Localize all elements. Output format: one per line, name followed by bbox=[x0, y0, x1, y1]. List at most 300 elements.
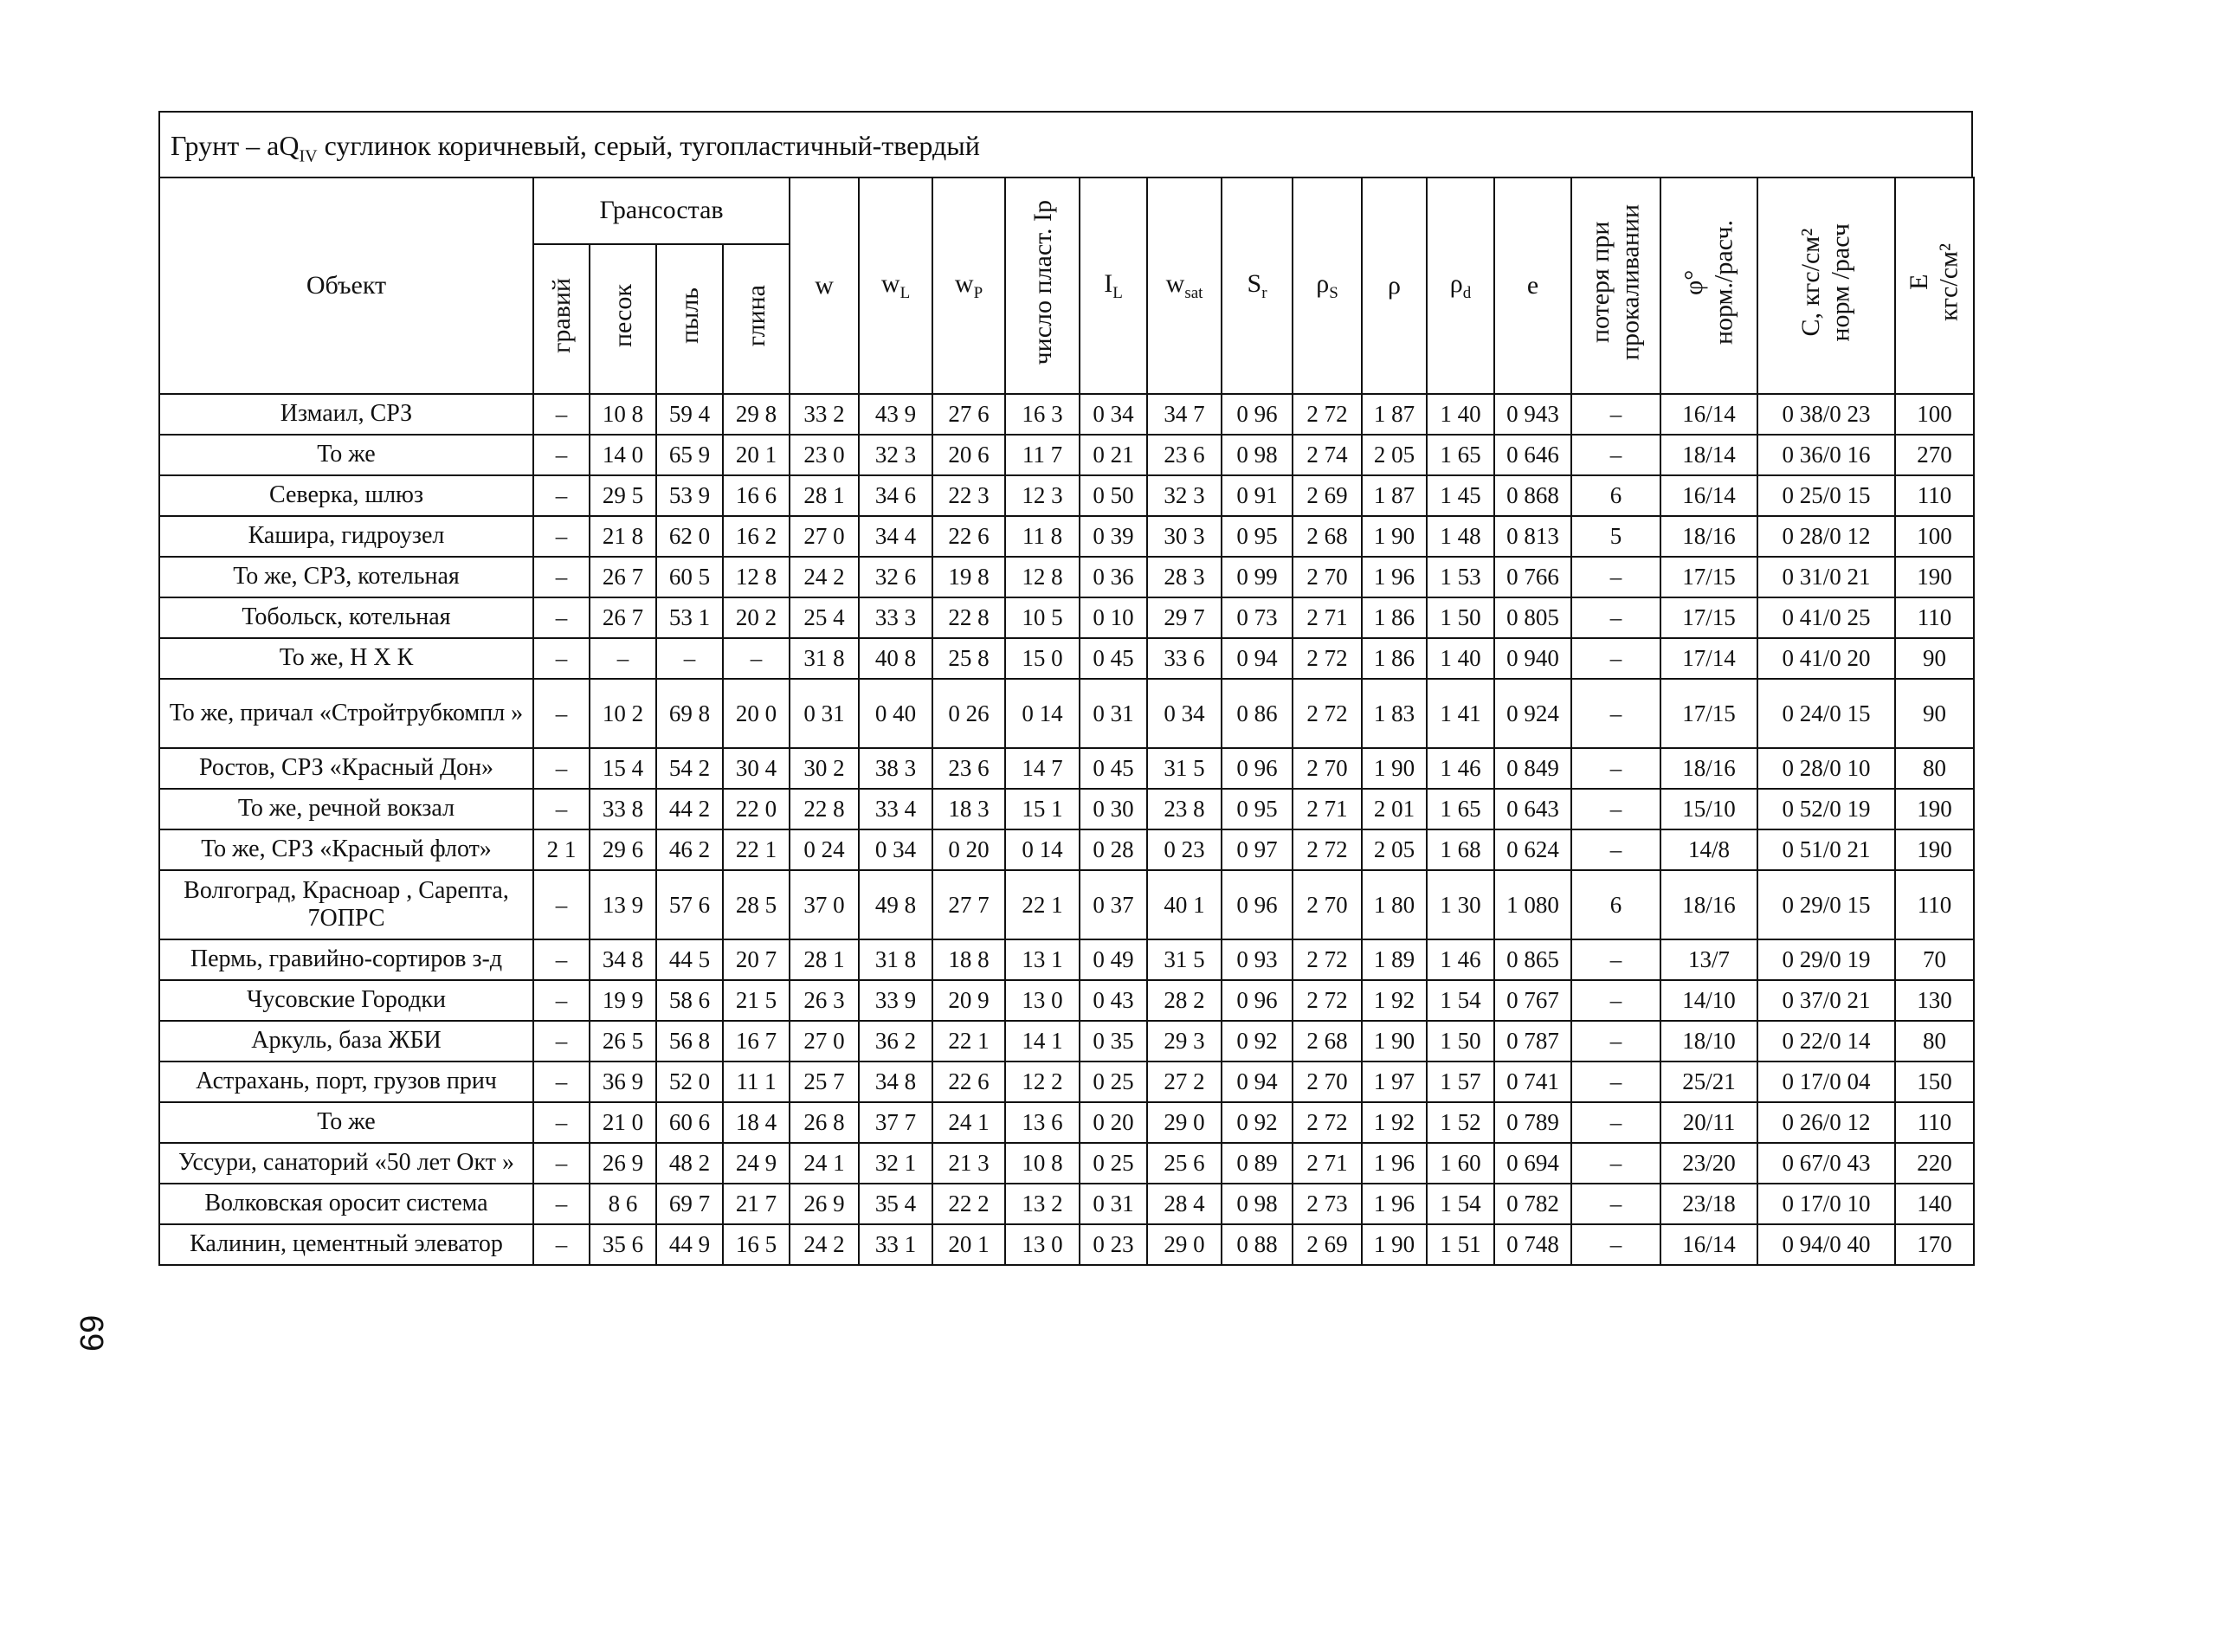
header-wp: $w_P$ bbox=[932, 177, 1005, 394]
value-cell: 14 0 bbox=[590, 435, 656, 475]
value-cell: 26 5 bbox=[590, 1021, 656, 1062]
value-cell: 34 7 bbox=[1147, 394, 1222, 435]
value-cell: – bbox=[1571, 1224, 1660, 1265]
value-cell: 220 bbox=[1895, 1143, 1974, 1184]
table-row bbox=[159, 475, 1974, 516]
value-cell: 0 28/0 12 bbox=[1757, 516, 1895, 557]
value-cell: 20 6 bbox=[932, 435, 1005, 475]
value-cell: 1 92 bbox=[1362, 980, 1427, 1021]
value-cell: 2 05 bbox=[1362, 829, 1427, 870]
object-name-cell: То же bbox=[159, 435, 533, 475]
value-cell: – bbox=[533, 475, 590, 516]
value-cell: 100 bbox=[1895, 516, 1974, 557]
value-cell: 5 bbox=[1571, 516, 1660, 557]
value-cell: 70 bbox=[1895, 939, 1974, 980]
value-cell: 0 38/0 23 bbox=[1757, 394, 1895, 435]
value-cell: 12 2 bbox=[1005, 1062, 1080, 1102]
value-cell: 0 21 bbox=[1080, 435, 1147, 475]
value-cell: 20 2 bbox=[723, 597, 790, 638]
value-cell: 0 94 bbox=[1222, 1062, 1293, 1102]
value-cell: 1 50 bbox=[1427, 597, 1494, 638]
header-wl: $w_L$ bbox=[859, 177, 932, 394]
value-cell: 31 8 bbox=[859, 939, 932, 980]
value-cell: 1 90 bbox=[1362, 516, 1427, 557]
value-cell: – bbox=[533, 789, 590, 829]
value-cell: 1 96 bbox=[1362, 1184, 1427, 1224]
value-cell: 23/18 bbox=[1660, 1184, 1757, 1224]
value-cell: 10 2 bbox=[590, 679, 656, 748]
header-sr: $S_r$ bbox=[1222, 177, 1293, 394]
value-cell: 1 68 bbox=[1427, 829, 1494, 870]
value-cell: 2 69 bbox=[1293, 1224, 1362, 1265]
value-cell: 0 96 bbox=[1222, 394, 1293, 435]
value-cell: 18/14 bbox=[1660, 435, 1757, 475]
value-cell: 28 5 bbox=[723, 870, 790, 939]
value-cell: 2 72 bbox=[1293, 829, 1362, 870]
value-cell: 0 95 bbox=[1222, 789, 1293, 829]
object-name-cell: Северка, шлюз bbox=[159, 475, 533, 516]
value-cell: 31 8 bbox=[790, 638, 859, 679]
value-cell: 1 40 bbox=[1427, 638, 1494, 679]
header-dust: пыль bbox=[656, 244, 723, 394]
value-cell: 0 49 bbox=[1080, 939, 1147, 980]
value-cell: 0 31/0 21 bbox=[1757, 557, 1895, 597]
value-cell: 0 787 bbox=[1494, 1021, 1571, 1062]
value-cell: 0 28 bbox=[1080, 829, 1147, 870]
value-cell: 1 87 bbox=[1362, 475, 1427, 516]
value-cell: 0 940 bbox=[1494, 638, 1571, 679]
value-cell: 0 36 bbox=[1080, 557, 1147, 597]
value-cell: 2 72 bbox=[1293, 679, 1362, 748]
object-name-cell: Астрахань, порт, грузов прич bbox=[159, 1062, 533, 1102]
value-cell: 110 bbox=[1895, 597, 1974, 638]
value-cell: 0 24/0 15 bbox=[1757, 679, 1895, 748]
object-name-cell: То же bbox=[159, 1102, 533, 1143]
value-cell: 18/10 bbox=[1660, 1021, 1757, 1062]
value-cell: 1 50 bbox=[1427, 1021, 1494, 1062]
value-cell: 13 0 bbox=[1005, 980, 1080, 1021]
value-cell: 22 8 bbox=[932, 597, 1005, 638]
value-cell: 0 805 bbox=[1494, 597, 1571, 638]
value-cell: 23 8 bbox=[1147, 789, 1222, 829]
value-cell: 17/14 bbox=[1660, 638, 1757, 679]
value-cell: 44 9 bbox=[656, 1224, 723, 1265]
value-cell: 1 54 bbox=[1427, 1184, 1494, 1224]
title-prefix: Грунт – aQ bbox=[171, 130, 300, 161]
header-clay: глина bbox=[723, 244, 790, 394]
value-cell: – bbox=[533, 748, 590, 789]
value-cell: 140 bbox=[1895, 1184, 1974, 1224]
value-cell: 170 bbox=[1895, 1224, 1974, 1265]
value-cell: 43 9 bbox=[859, 394, 932, 435]
value-cell: 14 7 bbox=[1005, 748, 1080, 789]
value-cell: – bbox=[1571, 1102, 1660, 1143]
value-cell: 1 46 bbox=[1427, 939, 1494, 980]
value-cell: 2 72 bbox=[1293, 939, 1362, 980]
value-cell: 30 2 bbox=[790, 748, 859, 789]
value-cell: 15 4 bbox=[590, 748, 656, 789]
header-plasticity-index: число пласт. Iр bbox=[1005, 177, 1080, 394]
value-cell: 0 643 bbox=[1494, 789, 1571, 829]
value-cell: 57 6 bbox=[656, 870, 723, 939]
value-cell: 0 91 bbox=[1222, 475, 1293, 516]
soil-data-table bbox=[158, 177, 1975, 1266]
value-cell: 24 9 bbox=[723, 1143, 790, 1184]
value-cell: 48 2 bbox=[656, 1143, 723, 1184]
value-cell: – bbox=[533, 870, 590, 939]
value-cell: 35 6 bbox=[590, 1224, 656, 1265]
table-row bbox=[159, 597, 1974, 638]
table-row bbox=[159, 638, 1974, 679]
header-il: $I_L$ bbox=[1080, 177, 1147, 394]
object-name-cell: Чусовские Городки bbox=[159, 980, 533, 1021]
value-cell: 24 1 bbox=[932, 1102, 1005, 1143]
value-cell: 0 97 bbox=[1222, 829, 1293, 870]
value-cell: 1 90 bbox=[1362, 1224, 1427, 1265]
header-gravel: гравий bbox=[533, 244, 590, 394]
value-cell: 13/7 bbox=[1660, 939, 1757, 980]
value-cell: 1 86 bbox=[1362, 638, 1427, 679]
value-cell: 0 34 bbox=[1080, 394, 1147, 435]
value-cell: 13 9 bbox=[590, 870, 656, 939]
value-cell: 1 41 bbox=[1427, 679, 1494, 748]
object-name-cell: Тобольск, котельная bbox=[159, 597, 533, 638]
value-cell: – bbox=[533, 1021, 590, 1062]
value-cell: 190 bbox=[1895, 789, 1974, 829]
value-cell: 2 05 bbox=[1362, 435, 1427, 475]
table-row bbox=[159, 748, 1974, 789]
value-cell: 32 1 bbox=[859, 1143, 932, 1184]
value-cell: 18 8 bbox=[932, 939, 1005, 980]
value-cell: 22 1 bbox=[1005, 870, 1080, 939]
value-cell: 19 9 bbox=[590, 980, 656, 1021]
title-subscript: IV bbox=[299, 146, 318, 166]
value-cell: 90 bbox=[1895, 638, 1974, 679]
table-body bbox=[159, 394, 1974, 1265]
value-cell: 59 4 bbox=[656, 394, 723, 435]
value-cell: 31 5 bbox=[1147, 939, 1222, 980]
value-cell: 35 4 bbox=[859, 1184, 932, 1224]
value-cell: 36 9 bbox=[590, 1062, 656, 1102]
value-cell: 37 0 bbox=[790, 870, 859, 939]
value-cell: 1 65 bbox=[1427, 435, 1494, 475]
header-gransostav: Грансостав bbox=[533, 177, 790, 244]
value-cell: 22 6 bbox=[932, 1062, 1005, 1102]
value-cell: 0 849 bbox=[1494, 748, 1571, 789]
value-cell: 0 37/0 21 bbox=[1757, 980, 1895, 1021]
value-cell: 21 8 bbox=[590, 516, 656, 557]
value-cell: 0 92 bbox=[1222, 1102, 1293, 1143]
value-cell: 60 5 bbox=[656, 557, 723, 597]
value-cell: 16 2 bbox=[723, 516, 790, 557]
value-cell: 0 29/0 19 bbox=[1757, 939, 1895, 980]
value-cell: 0 22/0 14 bbox=[1757, 1021, 1895, 1062]
value-cell: – bbox=[1571, 435, 1660, 475]
value-cell: 80 bbox=[1895, 748, 1974, 789]
value-cell: 27 0 bbox=[790, 516, 859, 557]
value-cell: 30 3 bbox=[1147, 516, 1222, 557]
value-cell: 36 2 bbox=[859, 1021, 932, 1062]
table-row bbox=[159, 1062, 1974, 1102]
value-cell: 40 8 bbox=[859, 638, 932, 679]
value-cell: 0 52/0 19 bbox=[1757, 789, 1895, 829]
value-cell: 69 7 bbox=[656, 1184, 723, 1224]
value-cell: 29 0 bbox=[1147, 1224, 1222, 1265]
value-cell: – bbox=[533, 435, 590, 475]
value-cell: 0 39 bbox=[1080, 516, 1147, 557]
value-cell: 0 34 bbox=[859, 829, 932, 870]
value-cell: 16 5 bbox=[723, 1224, 790, 1265]
value-cell: 16 7 bbox=[723, 1021, 790, 1062]
value-cell: 6 bbox=[1571, 870, 1660, 939]
value-cell: – bbox=[1571, 939, 1660, 980]
value-cell: 20 9 bbox=[932, 980, 1005, 1021]
value-cell: 22 6 bbox=[932, 516, 1005, 557]
value-cell: 16 6 bbox=[723, 475, 790, 516]
table-row bbox=[159, 394, 1974, 435]
value-cell: 17/15 bbox=[1660, 557, 1757, 597]
value-cell: – bbox=[1571, 597, 1660, 638]
value-cell: 18 4 bbox=[723, 1102, 790, 1143]
value-cell: 26 8 bbox=[790, 1102, 859, 1143]
value-cell: 0 25/0 15 bbox=[1757, 475, 1895, 516]
value-cell: 1 46 bbox=[1427, 748, 1494, 789]
header-rho-s: $\rho_S$ bbox=[1293, 177, 1362, 394]
value-cell: 0 26 bbox=[932, 679, 1005, 748]
value-cell: 40 1 bbox=[1147, 870, 1222, 939]
value-cell: 28 2 bbox=[1147, 980, 1222, 1021]
object-name-cell: Волковская оросит система bbox=[159, 1184, 533, 1224]
header-phi: φ° норм./расч. bbox=[1660, 177, 1757, 394]
value-cell: 2 72 bbox=[1293, 638, 1362, 679]
value-cell: 13 0 bbox=[1005, 1224, 1080, 1265]
value-cell: 0 17/0 10 bbox=[1757, 1184, 1895, 1224]
value-cell: 2 72 bbox=[1293, 1102, 1362, 1143]
value-cell: 0 40 bbox=[859, 679, 932, 748]
header-rho-d: $\rho_d$ bbox=[1427, 177, 1494, 394]
value-cell: 2 70 bbox=[1293, 557, 1362, 597]
object-name-cell: Аркуль, база ЖБИ bbox=[159, 1021, 533, 1062]
value-cell: 1 90 bbox=[1362, 1021, 1427, 1062]
value-cell: 0 14 bbox=[1005, 829, 1080, 870]
value-cell: – bbox=[1571, 679, 1660, 748]
value-cell: – bbox=[533, 516, 590, 557]
object-name-cell: То же, причал «Стройтрубкомпл » bbox=[159, 679, 533, 748]
value-cell: 0 93 bbox=[1222, 939, 1293, 980]
value-cell: 0 31 bbox=[1080, 1184, 1147, 1224]
value-cell: 0 89 bbox=[1222, 1143, 1293, 1184]
value-cell: 2 71 bbox=[1293, 1143, 1362, 1184]
value-cell: 21 0 bbox=[590, 1102, 656, 1143]
value-cell: 0 28/0 10 bbox=[1757, 748, 1895, 789]
value-cell: 1 52 bbox=[1427, 1102, 1494, 1143]
value-cell: 31 5 bbox=[1147, 748, 1222, 789]
value-cell: 17/15 bbox=[1660, 679, 1757, 748]
value-cell: 12 8 bbox=[723, 557, 790, 597]
value-cell: 8 6 bbox=[590, 1184, 656, 1224]
value-cell: 1 60 bbox=[1427, 1143, 1494, 1184]
value-cell: 22 1 bbox=[932, 1021, 1005, 1062]
value-cell: 1 89 bbox=[1362, 939, 1427, 980]
value-cell: 0 23 bbox=[1147, 829, 1222, 870]
value-cell: 0 868 bbox=[1494, 475, 1571, 516]
value-cell: 33 2 bbox=[790, 394, 859, 435]
value-cell: 18 3 bbox=[932, 789, 1005, 829]
value-cell: 56 8 bbox=[656, 1021, 723, 1062]
value-cell: 69 8 bbox=[656, 679, 723, 748]
value-cell: 11 1 bbox=[723, 1062, 790, 1102]
value-cell: 20 0 bbox=[723, 679, 790, 748]
value-cell: 0 34 bbox=[1147, 679, 1222, 748]
value-cell: 37 7 bbox=[859, 1102, 932, 1143]
header-w: w bbox=[790, 177, 859, 394]
value-cell: 14 1 bbox=[1005, 1021, 1080, 1062]
value-cell: 33 4 bbox=[859, 789, 932, 829]
value-cell: 0 94/0 40 bbox=[1757, 1224, 1895, 1265]
value-cell: 46 2 bbox=[656, 829, 723, 870]
header-wsat: $w_{sat}$ bbox=[1147, 177, 1222, 394]
value-cell: 14/10 bbox=[1660, 980, 1757, 1021]
value-cell: 23 0 bbox=[790, 435, 859, 475]
value-cell: – bbox=[1571, 829, 1660, 870]
value-cell: 0 782 bbox=[1494, 1184, 1571, 1224]
value-cell: 29 3 bbox=[1147, 1021, 1222, 1062]
value-cell: 28 1 bbox=[790, 939, 859, 980]
value-cell: 16/14 bbox=[1660, 394, 1757, 435]
soil-properties-sheet bbox=[158, 111, 1982, 1276]
value-cell: 1 96 bbox=[1362, 1143, 1427, 1184]
value-cell: 1 90 bbox=[1362, 748, 1427, 789]
table-row bbox=[159, 870, 1974, 939]
header-sand: песок bbox=[590, 244, 656, 394]
value-cell: – bbox=[533, 1102, 590, 1143]
value-cell: 0 96 bbox=[1222, 980, 1293, 1021]
value-cell: 0 26/0 12 bbox=[1757, 1102, 1895, 1143]
value-cell: 0 43 bbox=[1080, 980, 1147, 1021]
value-cell: 0 31 bbox=[1080, 679, 1147, 748]
value-cell: 23 6 bbox=[932, 748, 1005, 789]
value-cell: 12 3 bbox=[1005, 475, 1080, 516]
value-cell: 32 3 bbox=[1147, 475, 1222, 516]
value-cell: 29 5 bbox=[590, 475, 656, 516]
value-cell: 0 51/0 21 bbox=[1757, 829, 1895, 870]
value-cell: 26 7 bbox=[590, 597, 656, 638]
object-name-cell: То же, речной вокзал bbox=[159, 789, 533, 829]
value-cell: 29 8 bbox=[723, 394, 790, 435]
value-cell: 32 3 bbox=[859, 435, 932, 475]
value-cell: 0 41/0 20 bbox=[1757, 638, 1895, 679]
value-cell: 13 1 bbox=[1005, 939, 1080, 980]
table-row bbox=[159, 1143, 1974, 1184]
value-cell: 1 65 bbox=[1427, 789, 1494, 829]
value-cell: – bbox=[1571, 1062, 1660, 1102]
value-cell: 22 0 bbox=[723, 789, 790, 829]
value-cell: 44 2 bbox=[656, 789, 723, 829]
value-cell: 33 1 bbox=[859, 1224, 932, 1265]
value-cell: 65 9 bbox=[656, 435, 723, 475]
value-cell: – bbox=[533, 638, 590, 679]
value-cell: 0 813 bbox=[1494, 516, 1571, 557]
value-cell: 110 bbox=[1895, 1102, 1974, 1143]
value-cell: 22 3 bbox=[932, 475, 1005, 516]
object-name-cell: Кашира, гидроузел bbox=[159, 516, 533, 557]
value-cell: 21 7 bbox=[723, 1184, 790, 1224]
value-cell: 80 bbox=[1895, 1021, 1974, 1062]
value-cell: 34 4 bbox=[859, 516, 932, 557]
title-suffix: суглинок коричневый, серый, тугопластичный-твердый bbox=[317, 130, 980, 161]
value-cell: 0 67/0 43 bbox=[1757, 1143, 1895, 1184]
value-cell: 0 30 bbox=[1080, 789, 1147, 829]
value-cell: 2 71 bbox=[1293, 597, 1362, 638]
value-cell: 26 7 bbox=[590, 557, 656, 597]
value-cell: 15/10 bbox=[1660, 789, 1757, 829]
value-cell: 29 6 bbox=[590, 829, 656, 870]
value-cell: 150 bbox=[1895, 1062, 1974, 1102]
value-cell: 21 5 bbox=[723, 980, 790, 1021]
value-cell: 270 bbox=[1895, 435, 1974, 475]
value-cell: 0 95 bbox=[1222, 516, 1293, 557]
value-cell: 44 5 bbox=[656, 939, 723, 980]
value-cell: – bbox=[1571, 557, 1660, 597]
value-cell: 0 748 bbox=[1494, 1224, 1571, 1265]
value-cell: 1 92 bbox=[1362, 1102, 1427, 1143]
object-name-cell: То же, Н Х К bbox=[159, 638, 533, 679]
value-cell: 26 9 bbox=[790, 1184, 859, 1224]
value-cell: 53 9 bbox=[656, 475, 723, 516]
header-ignition-loss: потеря при прокаливании bbox=[1571, 177, 1660, 394]
value-cell: 13 6 bbox=[1005, 1102, 1080, 1143]
value-cell: 0 45 bbox=[1080, 638, 1147, 679]
value-cell: 33 9 bbox=[859, 980, 932, 1021]
value-cell: – bbox=[1571, 1143, 1660, 1184]
value-cell: 10 5 bbox=[1005, 597, 1080, 638]
value-cell: 2 71 bbox=[1293, 789, 1362, 829]
value-cell: 1 30 bbox=[1427, 870, 1494, 939]
table-row bbox=[159, 939, 1974, 980]
value-cell: 0 50 bbox=[1080, 475, 1147, 516]
object-name-cell: Волгоград, Красноар , Сарепта, 7ОПРС bbox=[159, 870, 533, 939]
value-cell: 49 8 bbox=[859, 870, 932, 939]
value-cell: 60 6 bbox=[656, 1102, 723, 1143]
value-cell: 16 3 bbox=[1005, 394, 1080, 435]
value-cell: 16/14 bbox=[1660, 475, 1757, 516]
value-cell: 0 98 bbox=[1222, 1184, 1293, 1224]
value-cell: 0 943 bbox=[1494, 394, 1571, 435]
value-cell: 15 1 bbox=[1005, 789, 1080, 829]
value-cell: – bbox=[533, 939, 590, 980]
table-row bbox=[159, 980, 1974, 1021]
table-row bbox=[159, 829, 1974, 870]
value-cell: 19 8 bbox=[932, 557, 1005, 597]
value-cell: 1 96 bbox=[1362, 557, 1427, 597]
value-cell: – bbox=[1571, 748, 1660, 789]
value-cell: 2 68 bbox=[1293, 1021, 1362, 1062]
value-cell: 100 bbox=[1895, 394, 1974, 435]
table-row bbox=[159, 1102, 1974, 1143]
value-cell: 1 51 bbox=[1427, 1224, 1494, 1265]
value-cell: 0 36/0 16 bbox=[1757, 435, 1895, 475]
value-cell: 10 8 bbox=[590, 394, 656, 435]
value-cell: 2 70 bbox=[1293, 870, 1362, 939]
value-cell: 13 2 bbox=[1005, 1184, 1080, 1224]
value-cell: 0 17/0 04 bbox=[1757, 1062, 1895, 1102]
value-cell: 20 1 bbox=[932, 1224, 1005, 1265]
value-cell: 20/11 bbox=[1660, 1102, 1757, 1143]
value-cell: 0 73 bbox=[1222, 597, 1293, 638]
value-cell: – bbox=[533, 1062, 590, 1102]
value-cell: 30 4 bbox=[723, 748, 790, 789]
value-cell: 27 6 bbox=[932, 394, 1005, 435]
